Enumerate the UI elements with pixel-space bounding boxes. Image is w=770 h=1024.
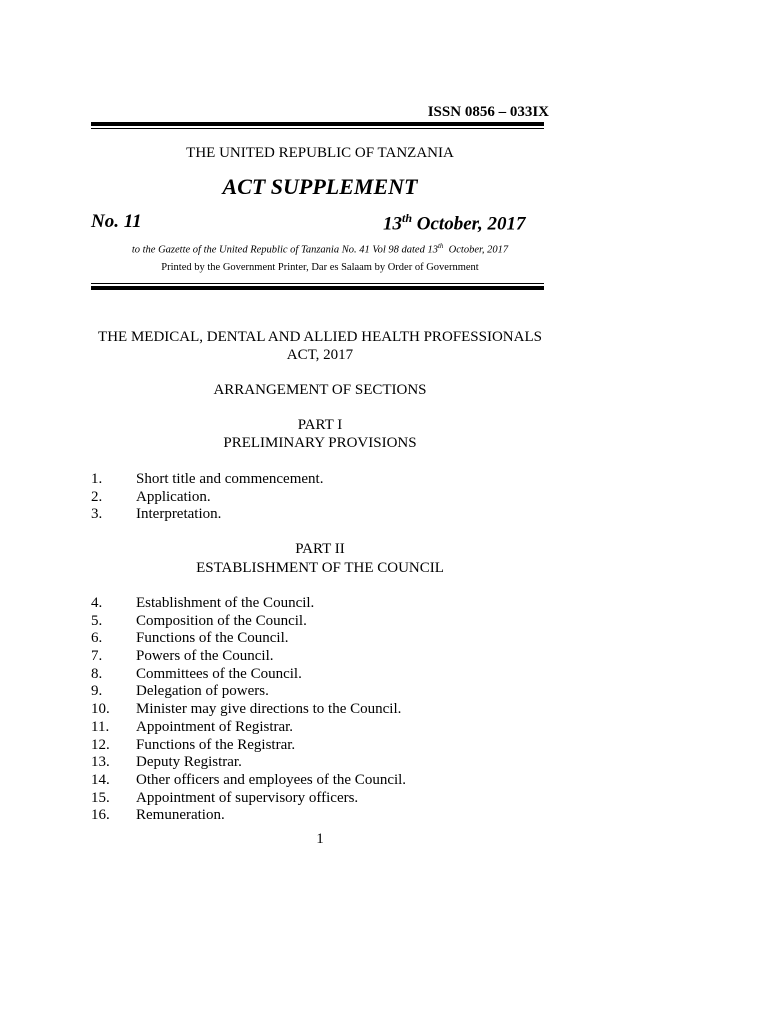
gazette-suffix: th xyxy=(437,242,444,250)
section-title: Establishment of the Council. xyxy=(136,595,315,611)
section-number: 8. xyxy=(91,665,103,682)
republic-heading: THE UNITED REPUBLIC OF TANZANIA xyxy=(186,145,454,161)
part-2-heading: ESTABLISHMENT OF THE COUNCIL xyxy=(196,560,444,576)
section-title: Committees of the Council. xyxy=(136,665,302,682)
act-title: THE MEDICAL, DENTAL AND ALLIED HEALTH PROFESSIONALS ACT, 2017 xyxy=(98,329,542,363)
section-number: 11. xyxy=(91,718,110,735)
section-title: Composition of the Council. xyxy=(136,612,307,629)
section-title: Functions of the Registrar. xyxy=(136,736,296,753)
section-title: Delegation of powers. xyxy=(136,683,269,700)
section-number: 5. xyxy=(91,612,103,629)
section-number: 9. xyxy=(91,683,103,700)
section-title: Appointment of Registrar. xyxy=(136,718,294,735)
part-1-label: PART I xyxy=(297,417,343,433)
part-2-label: PART II xyxy=(295,541,345,557)
section-title: Other officers and employees of the Council. xyxy=(136,771,407,788)
section-title: Functions of the Council. xyxy=(136,630,289,647)
section-number: 10. xyxy=(91,701,110,718)
section-title: Interpretation. xyxy=(136,506,222,523)
part-1-heading: PRELIMINARY PROVISIONS xyxy=(223,435,417,451)
section-title: Minister may give directions to the Council. xyxy=(136,701,402,718)
section-title: Appointment of supervisory officers. xyxy=(136,789,359,806)
supplement-number: No. 11 xyxy=(91,211,142,232)
section-number: 16. xyxy=(91,807,110,824)
date-rest: October, 2017 xyxy=(412,213,526,235)
section-number: 15. xyxy=(91,789,110,806)
top-rule-thick xyxy=(91,122,544,126)
gazette-post: October, 2017 xyxy=(443,244,509,256)
top-rule-thin xyxy=(91,128,544,129)
supplement-date xyxy=(383,211,525,235)
issn-number: ISSN 0856 – 033IX xyxy=(427,104,549,120)
section-number: 2. xyxy=(91,488,103,505)
bottom-rule-thin xyxy=(91,283,544,284)
date-day: 13 xyxy=(383,213,402,235)
section-number: 4. xyxy=(91,595,103,611)
section-number: 3. xyxy=(91,506,103,523)
gazette-pre: to the Gazette of the United Republic of Tanzania No. 41 Vol 98 dated 13 xyxy=(131,244,438,256)
page-number: 1 xyxy=(316,831,324,847)
section-title: Powers of the Council. xyxy=(136,648,274,665)
section-number: 13. xyxy=(91,754,110,771)
section-number: 14. xyxy=(91,771,110,788)
gazette-reference xyxy=(0,242,640,256)
section-number: 12. xyxy=(91,736,110,753)
section-number: 1. xyxy=(91,471,103,487)
date-suffix: th xyxy=(402,211,413,225)
printer-note: Printed by the Government Printer, Dar es Salaam by Order of Government xyxy=(161,262,479,273)
section-title: Deputy Registrar. xyxy=(136,754,242,771)
section-number: 7. xyxy=(91,648,103,665)
supplement-title: ACT SUPPLEMENT xyxy=(222,174,418,199)
section-title: Application. xyxy=(136,488,211,505)
section-number: 6. xyxy=(91,630,103,647)
section-title: Short title and commencement. xyxy=(136,471,324,487)
arrangement-heading: ARRANGEMENT OF SECTIONS xyxy=(213,382,427,398)
section-title: Remuneration. xyxy=(136,807,225,824)
bottom-rule-thick xyxy=(91,286,544,290)
